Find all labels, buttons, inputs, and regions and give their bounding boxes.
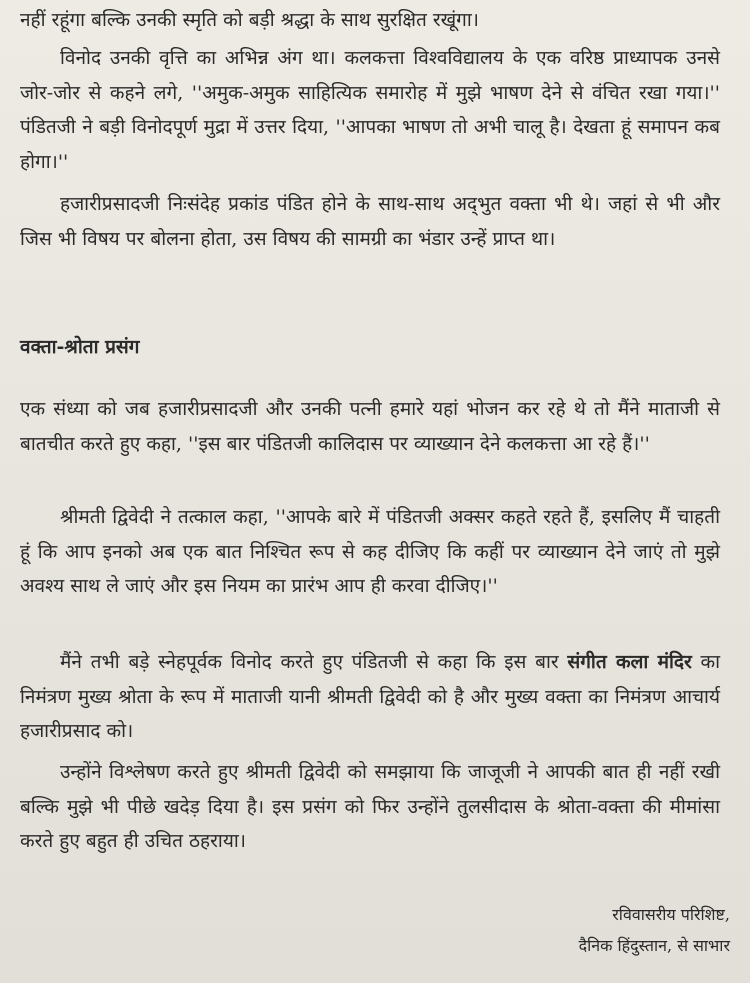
paragraph-5: श्रीमती द्विवेदी ने तत्काल कहा, ''आपके बारे में पंडितजी अक्सर कहते रहते हैं, इसलिए मैं चाहती हूं कि आप इनको अब एक बात निश्चित रूप से कह दीजिए कि कहीं पर व्याख्यान देने जाएं तो मुझे अवश्य साथ ले जाएं और इस नियम का प्रारंभ आप ही करवा दीजिए।'' — [20, 506, 720, 597]
section-heading: वक्ता-श्रोता प्रसंग — [20, 336, 140, 358]
paragraph-6-text-end: का निमंत्रण मुख्य श्रोता के रूप में माताजी यानी श्रीमती द्विवेदी को है और मुख्य वक्ता का निमंत्रण आचार्य हजारीप्रसाद को। — [20, 651, 720, 742]
paragraph-3: हजारीप्रसादजी निःसंदेह प्रकांड पंडित होने के साथ-साथ अद्‌भुत वक्ता भी थे। जहां से भी और जिस भी विषय पर बोलना होता, उस विषय की सामग्री का भंडार उन्हें प्राप्त था। — [20, 193, 720, 250]
paragraph-6 — [20, 645, 720, 749]
paragraph-2: विनोद उनकी वृत्ति का अभिन्न अंग था। कलकत्ता विश्वविद्यालय के एक वरिष्ठ प्राध्यापक उनसे जोर-जोर से कहने लगे, ''अमुक-अमुक साहित्यिक समारोह में मुझे भाषण देने से वंचित रखा गया।'' पंडितजी ने बड़ी विनोदपूर्ण मुद्रा में उत्तर दिया, ''आपका भाषण तो अभी चालू है। देखता हूं समापन कब होगा।'' — [20, 47, 720, 173]
paragraph-6-text-start: मैंने तभी बड़े स्नेहपूर्वक विनोद करते हुए पंडितजी से कहा कि इस बार — [60, 651, 568, 673]
source-credit-line-1: रविवासरीय परिशिष्ट, — [612, 905, 730, 924]
source-credit — [579, 899, 730, 961]
paragraph-1: नहीं रहूंगा बल्कि उनकी स्मृति को बड़ी श्रद्धा के साथ सुरक्षित रखूंगा। — [20, 9, 479, 31]
paragraph-4: एक संध्या को जब हजारीप्रसादजी और उनकी पत्नी हमारे यहां भोजन कर रहे थे तो मैंने माताजी से बातचीत करते हुए कहा, ''इस बार पंडितजी कालिदास पर व्याख्यान देने कलकत्ता आ रहे हैं।'' — [20, 398, 720, 455]
paragraph-7: उन्होंने विश्लेषण करते हुए श्रीमती द्विवेदी को समझाया कि जाजूजी ने आपकी बात ही नहीं रखी बल्कि मुझे भी पीछे खदेड़ दिया है। इस प्रसंग को फिर उन्होंने तुलसीदास के श्रोता-वक्ता की मीमांसा करते हुए बहुत ही उचित ठहराया। — [20, 761, 720, 852]
paragraph-6-bold-name: संगीत कला मंदिर — [567, 651, 692, 673]
source-credit-line-2: दैनिक हिंदुस्तान, से साभार — [578, 936, 730, 955]
